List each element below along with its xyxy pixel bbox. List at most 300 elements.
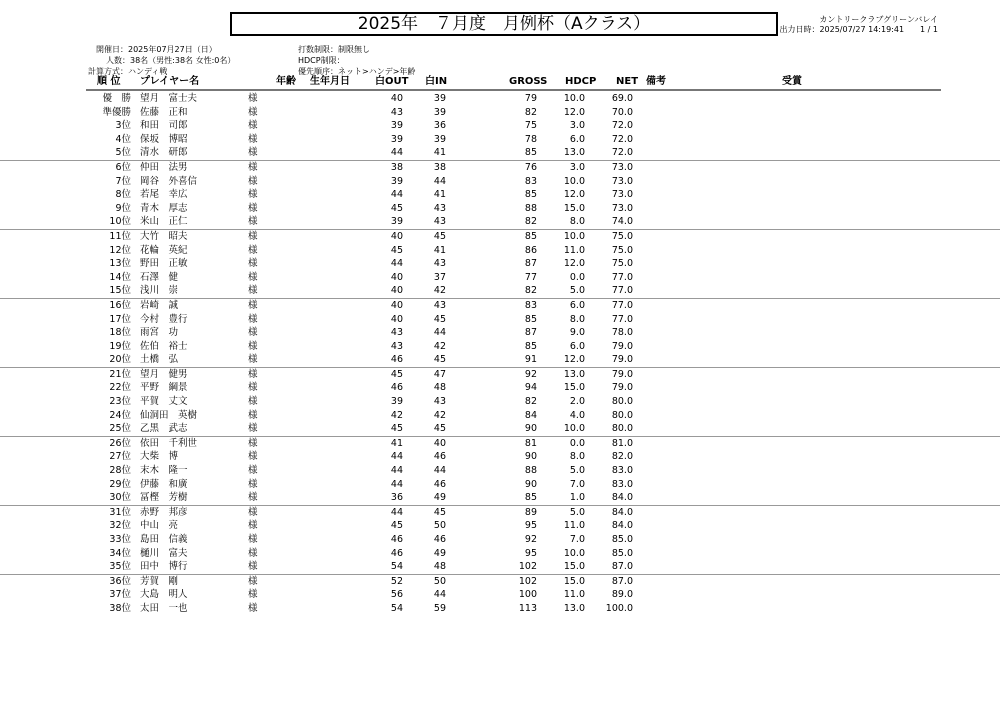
rank-cell: 31位 (109, 506, 131, 518)
honorific-cell: 様 (248, 354, 258, 366)
net-cell: 100.0 (605, 602, 633, 614)
honorific-cell: 様 (248, 520, 258, 532)
out-score-cell: 45 (390, 202, 403, 214)
out-score-cell: 44 (390, 506, 403, 518)
in-score-cell: 36 (433, 120, 446, 132)
out-score-cell: 45 (390, 368, 403, 380)
player-name-cell: 仙洞田 英樹 (140, 409, 198, 421)
honorific-cell: 様 (248, 327, 258, 339)
gross-cell: 85 (524, 189, 537, 201)
gross-cell: 82 (524, 216, 537, 228)
out-score-cell: 44 (390, 189, 403, 201)
in-score-cell: 46 (433, 451, 446, 463)
honorific-cell: 様 (248, 216, 258, 228)
rank-cell: 優 勝 (102, 93, 131, 104)
gross-cell: 90 (524, 478, 537, 490)
gross-cell: 113 (518, 602, 537, 614)
player-name-cell: 樋川 富夫 (140, 547, 188, 559)
rank-cell: 16位 (109, 299, 131, 311)
out-score-cell: 45 (390, 520, 403, 532)
hdcp-cell: 5.0 (569, 285, 585, 297)
hdcp-cell: 5.0 (569, 506, 585, 518)
out-score-cell: 43 (390, 340, 403, 352)
honorific-cell: 様 (248, 244, 258, 256)
header-player: プレイヤー名 (140, 76, 200, 87)
table-row (0, 146, 1000, 160)
out-score-cell: 39 (390, 120, 403, 132)
honorific-cell: 様 (248, 258, 258, 270)
honorific-cell: 様 (248, 147, 258, 159)
print-timestamp: 出力日時：2025/07/27 14:19:41 1 / 1 (779, 25, 938, 34)
table-row (0, 505, 1000, 520)
gross-cell: 85 (524, 313, 537, 325)
table-row (0, 519, 1000, 533)
rank-cell: 29位 (109, 478, 131, 490)
rank-cell: 26位 (109, 437, 131, 449)
hdcp-cell: 10.0 (563, 423, 585, 435)
rank-cell: 27位 (109, 451, 131, 463)
in-score-cell: 49 (433, 492, 446, 504)
hdcp-cell: 12.0 (563, 106, 585, 118)
rank-cell: 38位 (109, 602, 131, 614)
table-row (0, 313, 1000, 327)
table-row (0, 92, 1000, 106)
net-cell: 79.0 (611, 382, 633, 394)
net-cell: 74.0 (611, 216, 633, 228)
rank-cell: 4位 (115, 133, 131, 145)
table-row (0, 602, 1000, 616)
player-name-cell: 青木 厚志 (140, 202, 188, 214)
gross-cell: 75 (524, 120, 537, 132)
out-score-cell: 40 (390, 313, 403, 325)
out-score-cell: 39 (390, 133, 403, 145)
gross-cell: 82 (524, 285, 537, 297)
out-score-cell: 36 (390, 492, 403, 504)
results-table (0, 92, 1000, 616)
net-cell: 83.0 (611, 465, 633, 477)
net-cell: 75.0 (611, 258, 633, 270)
player-name-cell: 清水 研郎 (140, 147, 188, 159)
in-score-cell: 39 (433, 106, 446, 118)
player-name-cell: 依田 千利世 (140, 437, 198, 449)
rank-cell: 37位 (109, 589, 131, 601)
table-row (0, 271, 1000, 285)
header-birth: 生年月日 (310, 76, 350, 87)
hdcp-cell: 8.0 (569, 313, 585, 325)
out-score-cell: 56 (390, 589, 403, 601)
out-score-cell: 39 (390, 175, 403, 187)
header-hdcp: HDCP (565, 76, 597, 87)
out-score-cell: 44 (390, 258, 403, 270)
in-score-cell: 45 (433, 423, 446, 435)
table-row (0, 367, 1000, 382)
net-cell: 89.0 (611, 589, 633, 601)
hdcp-cell: 8.0 (569, 216, 585, 228)
in-score-cell: 38 (433, 161, 446, 173)
hdcp-cell: 12.0 (563, 354, 585, 366)
honorific-cell: 様 (248, 492, 258, 504)
out-score-cell: 40 (390, 299, 403, 311)
rank-cell: 33位 (109, 534, 131, 545)
player-name-cell: 浅川 崇 (140, 285, 179, 297)
rank-cell: 8位 (115, 189, 131, 201)
table-row (0, 574, 1000, 589)
honorific-cell: 様 (248, 230, 258, 242)
gross-cell: 92 (524, 534, 537, 545)
in-score-cell: 43 (433, 258, 446, 270)
net-cell: 85.0 (611, 547, 633, 559)
rank-cell: 30位 (109, 492, 131, 504)
net-cell: 72.0 (611, 133, 633, 145)
out-score-cell: 42 (390, 409, 403, 421)
gross-cell: 95 (524, 547, 537, 559)
hdcp-cell: 6.0 (569, 299, 585, 311)
hdcp-cell: 11.0 (563, 520, 585, 532)
in-score-cell: 39 (433, 133, 446, 145)
table-row (0, 409, 1000, 423)
gross-cell: 91 (524, 354, 537, 366)
table-row (0, 298, 1000, 313)
net-cell: 85.0 (611, 534, 633, 545)
hdcp-cell: 3.0 (569, 161, 585, 173)
header-remarks: 備考 (646, 76, 666, 87)
gross-cell: 102 (518, 575, 537, 587)
gross-cell: 92 (524, 368, 537, 380)
net-cell: 79.0 (611, 368, 633, 380)
rank-cell: 12位 (109, 244, 131, 256)
table-row (0, 436, 1000, 451)
in-score-cell: 48 (433, 382, 446, 394)
net-cell: 73.0 (611, 189, 633, 201)
player-name-cell: 佐伯 裕士 (140, 340, 188, 352)
hdcp-cell: 10.0 (563, 93, 585, 104)
net-cell: 72.0 (611, 120, 633, 132)
net-cell: 80.0 (611, 409, 633, 421)
meta-count: 人数：38名（男性:38名 女性:0名） (106, 56, 236, 65)
honorific-cell: 様 (248, 368, 258, 380)
net-cell: 70.0 (611, 106, 633, 118)
honorific-cell: 様 (248, 202, 258, 214)
honorific-cell: 様 (248, 534, 258, 545)
player-name-cell: 大柴 博 (140, 451, 179, 463)
net-cell: 80.0 (611, 423, 633, 435)
in-score-cell: 50 (433, 575, 446, 587)
hdcp-cell: 5.0 (569, 465, 585, 477)
honorific-cell: 様 (248, 313, 258, 325)
gross-cell: 95 (524, 520, 537, 532)
player-name-cell: 若尾 幸広 (140, 189, 188, 201)
table-row (0, 202, 1000, 216)
player-name-cell: 野田 正敏 (140, 258, 188, 270)
rank-cell: 6位 (115, 161, 131, 173)
player-name-cell: 保坂 博昭 (140, 133, 188, 145)
hdcp-cell: 7.0 (569, 534, 585, 545)
net-cell: 87.0 (611, 561, 633, 573)
table-row (0, 560, 1000, 574)
net-cell: 79.0 (611, 354, 633, 366)
hdcp-cell: 12.0 (563, 189, 585, 201)
rank-cell: 10位 (109, 216, 131, 228)
honorific-cell: 様 (248, 285, 258, 297)
header-divider (86, 89, 941, 91)
rank-cell: 36位 (109, 575, 131, 587)
gross-cell: 84 (524, 409, 537, 421)
gross-cell: 79 (524, 93, 537, 104)
honorific-cell: 様 (248, 478, 258, 490)
honorific-cell: 様 (248, 602, 258, 614)
table-row (0, 353, 1000, 367)
hdcp-cell: 0.0 (569, 437, 585, 449)
out-score-cell: 45 (390, 244, 403, 256)
hdcp-cell: 3.0 (569, 120, 585, 132)
net-cell: 84.0 (611, 506, 633, 518)
in-score-cell: 37 (433, 271, 446, 283)
honorific-cell: 様 (248, 382, 258, 394)
meta-priority: 優先順序：ネット>ハンデ>年齢 (298, 67, 416, 76)
in-score-cell: 43 (433, 202, 446, 214)
player-name-cell: 土橋 弘 (140, 354, 179, 366)
out-score-cell: 39 (390, 396, 403, 408)
gross-cell: 85 (524, 230, 537, 242)
hdcp-cell: 15.0 (563, 382, 585, 394)
table-row (0, 215, 1000, 229)
hdcp-cell: 11.0 (563, 589, 585, 601)
honorific-cell: 様 (248, 161, 258, 173)
player-name-cell: 望月 富士夫 (140, 93, 198, 104)
meta-hdcp-limit: HDCP制限： (298, 56, 345, 65)
rank-cell: 9位 (115, 202, 131, 214)
hdcp-cell: 6.0 (569, 133, 585, 145)
out-score-cell: 54 (390, 561, 403, 573)
net-cell: 72.0 (611, 147, 633, 159)
table-row (0, 160, 1000, 175)
out-score-cell: 40 (390, 93, 403, 104)
table-row (0, 533, 1000, 547)
rank-cell: 24位 (109, 409, 131, 421)
rank-cell: 20位 (109, 354, 131, 366)
hdcp-cell: 13.0 (563, 602, 585, 614)
player-name-cell: 末木 隆一 (140, 465, 188, 477)
in-score-cell: 41 (433, 244, 446, 256)
rank-cell: 7位 (115, 175, 131, 187)
header-gross: GROSS (509, 76, 548, 87)
player-name-cell: 望月 健男 (140, 368, 188, 380)
header-award: 受賞 (782, 76, 802, 87)
rank-cell: 25位 (109, 423, 131, 435)
table-row (0, 340, 1000, 354)
table-row (0, 395, 1000, 409)
hdcp-cell: 15.0 (563, 575, 585, 587)
honorific-cell: 様 (248, 175, 258, 187)
player-name-cell: 芳賀 剛 (140, 575, 179, 587)
in-score-cell: 44 (433, 175, 446, 187)
rank-cell: 18位 (109, 327, 131, 339)
net-cell: 82.0 (611, 451, 633, 463)
honorific-cell: 様 (248, 299, 258, 311)
in-score-cell: 45 (433, 354, 446, 366)
gross-cell: 76 (524, 161, 537, 173)
report-title: 2025年 ７月度 月例杯（Aクラス） (230, 12, 778, 36)
out-score-cell: 40 (390, 285, 403, 297)
hdcp-cell: 9.0 (569, 327, 585, 339)
honorific-cell: 様 (248, 120, 258, 132)
hdcp-cell: 15.0 (563, 561, 585, 573)
hdcp-cell: 2.0 (569, 396, 585, 408)
rank-cell: 22位 (109, 382, 131, 394)
rank-cell: 35位 (109, 561, 131, 573)
rank-cell: 19位 (109, 340, 131, 352)
hdcp-cell: 0.0 (569, 271, 585, 283)
in-score-cell: 40 (433, 437, 446, 449)
rank-cell: 17位 (109, 313, 131, 325)
out-score-cell: 41 (390, 437, 403, 449)
honorific-cell: 様 (248, 340, 258, 352)
gross-cell: 90 (524, 451, 537, 463)
player-name-cell: 雨宮 功 (140, 327, 179, 339)
player-name-cell: 中山 亮 (140, 520, 179, 532)
rank-cell: 15位 (109, 285, 131, 297)
in-score-cell: 43 (433, 299, 446, 311)
in-score-cell: 39 (433, 93, 446, 104)
out-score-cell: 44 (390, 465, 403, 477)
player-name-cell: 今村 豊行 (140, 313, 188, 325)
rank-cell: 11位 (109, 230, 131, 242)
in-score-cell: 48 (433, 561, 446, 573)
rank-cell: 3位 (115, 120, 131, 132)
in-score-cell: 44 (433, 327, 446, 339)
out-score-cell: 38 (390, 161, 403, 173)
table-row (0, 244, 1000, 258)
net-cell: 87.0 (611, 575, 633, 587)
table-row (0, 491, 1000, 505)
in-score-cell: 44 (433, 589, 446, 601)
header-rank: 順 位 (97, 76, 121, 87)
in-score-cell: 45 (433, 313, 446, 325)
out-score-cell: 46 (390, 547, 403, 559)
gross-cell: 78 (524, 133, 537, 145)
honorific-cell: 様 (248, 396, 258, 408)
player-name-cell: 赤野 邦彦 (140, 506, 188, 518)
out-score-cell: 44 (390, 147, 403, 159)
player-name-cell: 大竹 昭夫 (140, 230, 188, 242)
player-name-cell: 乙黒 武志 (140, 423, 188, 435)
gross-cell: 82 (524, 396, 537, 408)
net-cell: 77.0 (611, 313, 633, 325)
net-cell: 75.0 (611, 230, 633, 242)
player-name-cell: 冨樫 芳樹 (140, 492, 188, 504)
net-cell: 77.0 (611, 285, 633, 297)
rank-cell: 14位 (109, 271, 131, 283)
hdcp-cell: 11.0 (563, 244, 585, 256)
table-row (0, 326, 1000, 340)
honorific-cell: 様 (248, 451, 258, 463)
net-cell: 69.0 (611, 93, 633, 104)
gross-cell: 77 (524, 271, 537, 283)
hdcp-cell: 13.0 (563, 368, 585, 380)
table-row (0, 381, 1000, 395)
in-score-cell: 49 (433, 547, 446, 559)
in-score-cell: 41 (433, 147, 446, 159)
hdcp-cell: 7.0 (569, 478, 585, 490)
player-name-cell: 佐藤 正和 (140, 106, 188, 118)
table-row (0, 450, 1000, 464)
player-name-cell: 石澤 健 (140, 271, 179, 283)
player-name-cell: 岩崎 誠 (140, 299, 179, 311)
out-score-cell: 43 (390, 327, 403, 339)
net-cell: 77.0 (611, 299, 633, 311)
gross-cell: 89 (524, 506, 537, 518)
honorific-cell: 様 (248, 506, 258, 518)
hdcp-cell: 10.0 (563, 175, 585, 187)
gross-cell: 86 (524, 244, 537, 256)
net-cell: 79.0 (611, 340, 633, 352)
honorific-cell: 様 (248, 106, 258, 118)
gross-cell: 88 (524, 465, 537, 477)
in-score-cell: 42 (433, 409, 446, 421)
in-score-cell: 45 (433, 230, 446, 242)
gross-cell: 82 (524, 106, 537, 118)
out-score-cell: 40 (390, 230, 403, 242)
honorific-cell: 様 (248, 437, 258, 449)
table-row (0, 478, 1000, 492)
meta-limit: 打数制限：制限無し (298, 45, 370, 54)
gross-cell: 87 (524, 327, 537, 339)
table-row (0, 175, 1000, 189)
gross-cell: 83 (524, 299, 537, 311)
player-name-cell: 仲田 法男 (140, 161, 188, 173)
player-name-cell: 島田 信義 (140, 534, 188, 545)
table-row (0, 188, 1000, 202)
honorific-cell: 様 (248, 93, 258, 104)
net-cell: 75.0 (611, 244, 633, 256)
hdcp-cell: 6.0 (569, 340, 585, 352)
gross-cell: 100 (518, 589, 537, 601)
net-cell: 77.0 (611, 271, 633, 283)
hdcp-cell: 10.0 (563, 230, 585, 242)
gross-cell: 83 (524, 175, 537, 187)
out-score-cell: 52 (390, 575, 403, 587)
table-row (0, 133, 1000, 147)
net-cell: 83.0 (611, 478, 633, 490)
gross-cell: 102 (518, 561, 537, 573)
out-score-cell: 44 (390, 451, 403, 463)
in-score-cell: 46 (433, 534, 446, 545)
net-cell: 81.0 (611, 437, 633, 449)
in-score-cell: 41 (433, 189, 446, 201)
player-name-cell: 平野 綱景 (140, 382, 188, 394)
out-score-cell: 45 (390, 423, 403, 435)
in-score-cell: 42 (433, 340, 446, 352)
in-score-cell: 45 (433, 506, 446, 518)
hdcp-cell: 13.0 (563, 147, 585, 159)
player-name-cell: 花輪 英紀 (140, 244, 188, 256)
gross-cell: 85 (524, 147, 537, 159)
header-age: 年齢 (276, 76, 296, 87)
out-score-cell: 46 (390, 382, 403, 394)
in-score-cell: 43 (433, 396, 446, 408)
gross-cell: 94 (524, 382, 537, 394)
gross-cell: 87 (524, 258, 537, 270)
table-row (0, 588, 1000, 602)
in-score-cell: 42 (433, 285, 446, 297)
hdcp-cell: 12.0 (563, 258, 585, 270)
honorific-cell: 様 (248, 589, 258, 601)
rank-cell: 21位 (109, 368, 131, 380)
player-name-cell: 和田 司郎 (140, 120, 188, 132)
hdcp-cell: 10.0 (563, 547, 585, 559)
rank-cell: 準優勝 (102, 106, 131, 118)
net-cell: 78.0 (611, 327, 633, 339)
